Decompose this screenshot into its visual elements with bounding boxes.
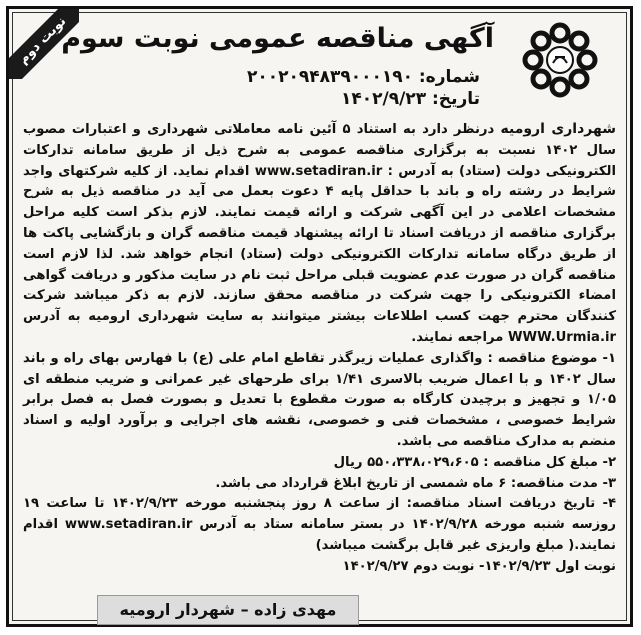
item-subject: ۱- موضوع مناقصه : واگذاری عملیات زیرگذر تقاطع امام علی (ع) با فهارس بهای راه و باند سال ۱۴۰۲ و با اعمال ضریب بالاسری ۱/۴۱ برای طرحهای غیر عمرانی و ضریب منطقه ای ۱/۰۵ و تجهیز و برچیدن کارگاه به صورت مقطوع با تعدیل و بصورت فصل به فصل برابر شرایط خصوصی ، مشخصات فنی و خصوصی، نقشه های اجرایی و برآورد اولیه و اسناد منضم به مدارک مناقصه می باشد. [23, 350, 616, 449]
ad-title: آگهی مناقصه عمومی نوبت سوم [61, 23, 494, 54]
item-document-dates: ۴- تاریخ دریافت اسناد مناقصه: از ساعت ۸ روز پنجشنبه مورخه ۱۴۰۲/۹/۲۳ تا ساعت ۱۹ روزسه شنبه مورخه ۱۴۰۲/۹/۲۸ در بستر سامانه ستاد به آدرس www.setadiran.ir اقدام نمایند.( مبلغ واریزی غیر قابل برگشت میباشد) [23, 496, 616, 553]
signature-box [97, 595, 359, 625]
corner-badge-label: نوبت دوم [9, 9, 79, 79]
publication-dates: نوبت اول ۱۴۰۲/۹/۲۳- نوبت دوم ۱۴۰۲/۹/۲۷ [342, 558, 616, 574]
reference-number: شماره: ۲۰۰۲۰۹۴۸۳۹۰۰۰۱۹۰ [246, 67, 480, 87]
signature: مهدی زاده – شهردار ارومیه [119, 600, 337, 619]
intro-text: درنظر دارد به استناد ۵ آئین نامه معاملاتی شهرداری و اعتبارات مصوب سال ۱۴۰۲ نسبت به برگزاری مناقصه عمومی به شرح ذیل از طریق سامانه تدارکات الکترونیکی دولت (ستاد) به آدرس : www.setadiran.ir اقدام نماید. از کلیه شرکتهای واجد شرایط در رشته راه و باند با حداقل پایه ۴ دعوت بعمل می آید در مناقصه ذیل به شرح مشخصات اعلامی در این آگهی شرکت و ارائه قیمت نمایند. لازم بذکر است کلیه مراحل برگزاری مناقصه از دریافت اسناد تا ارائه پیشنهاد قیمت مناقصه گران و بازگشایی پاکت ها از طریق درگاه سامانه تدارکات الکترونیکی دولت (ستاد) انجام خواهد شد. لذا لازم است مناقصه گران در صورت عدم عضویت قبلی مراحل ثبت نام در سایت مذکور و دریافت گواهی امضاء الکترونیکی را جهت شرکت در مناقصه محقق سازند. لازم به ذکر میباشد شرکت کنندگان محترم جهت کسب اطلاعات بیشتر میتوانند به سایت شهرداری ارومیه به آدرس WWW.Urmia.ir مراجعه نمایند. [23, 122, 616, 345]
ad-date: تاریخ: ۱۴۰۲/۹/۲۳ [341, 89, 480, 109]
ad-body [23, 119, 616, 578]
intro-paragraph [23, 119, 616, 349]
item-amount: ۲- مبلغ کل مناقصه : ۵۵۰،۳۳۸،۰۲۹،۶۰۵ ریال [333, 454, 616, 470]
ad-frame [6, 6, 633, 627]
intro-lead: شهرداری ارومیه [500, 121, 616, 137]
urmia-municipality-logo-icon [519, 19, 601, 101]
item-duration: ۳- مدت مناقصه: ۶ ماه شمسی از تاریخ ابلاغ قرارداد می باشد. [215, 475, 616, 491]
